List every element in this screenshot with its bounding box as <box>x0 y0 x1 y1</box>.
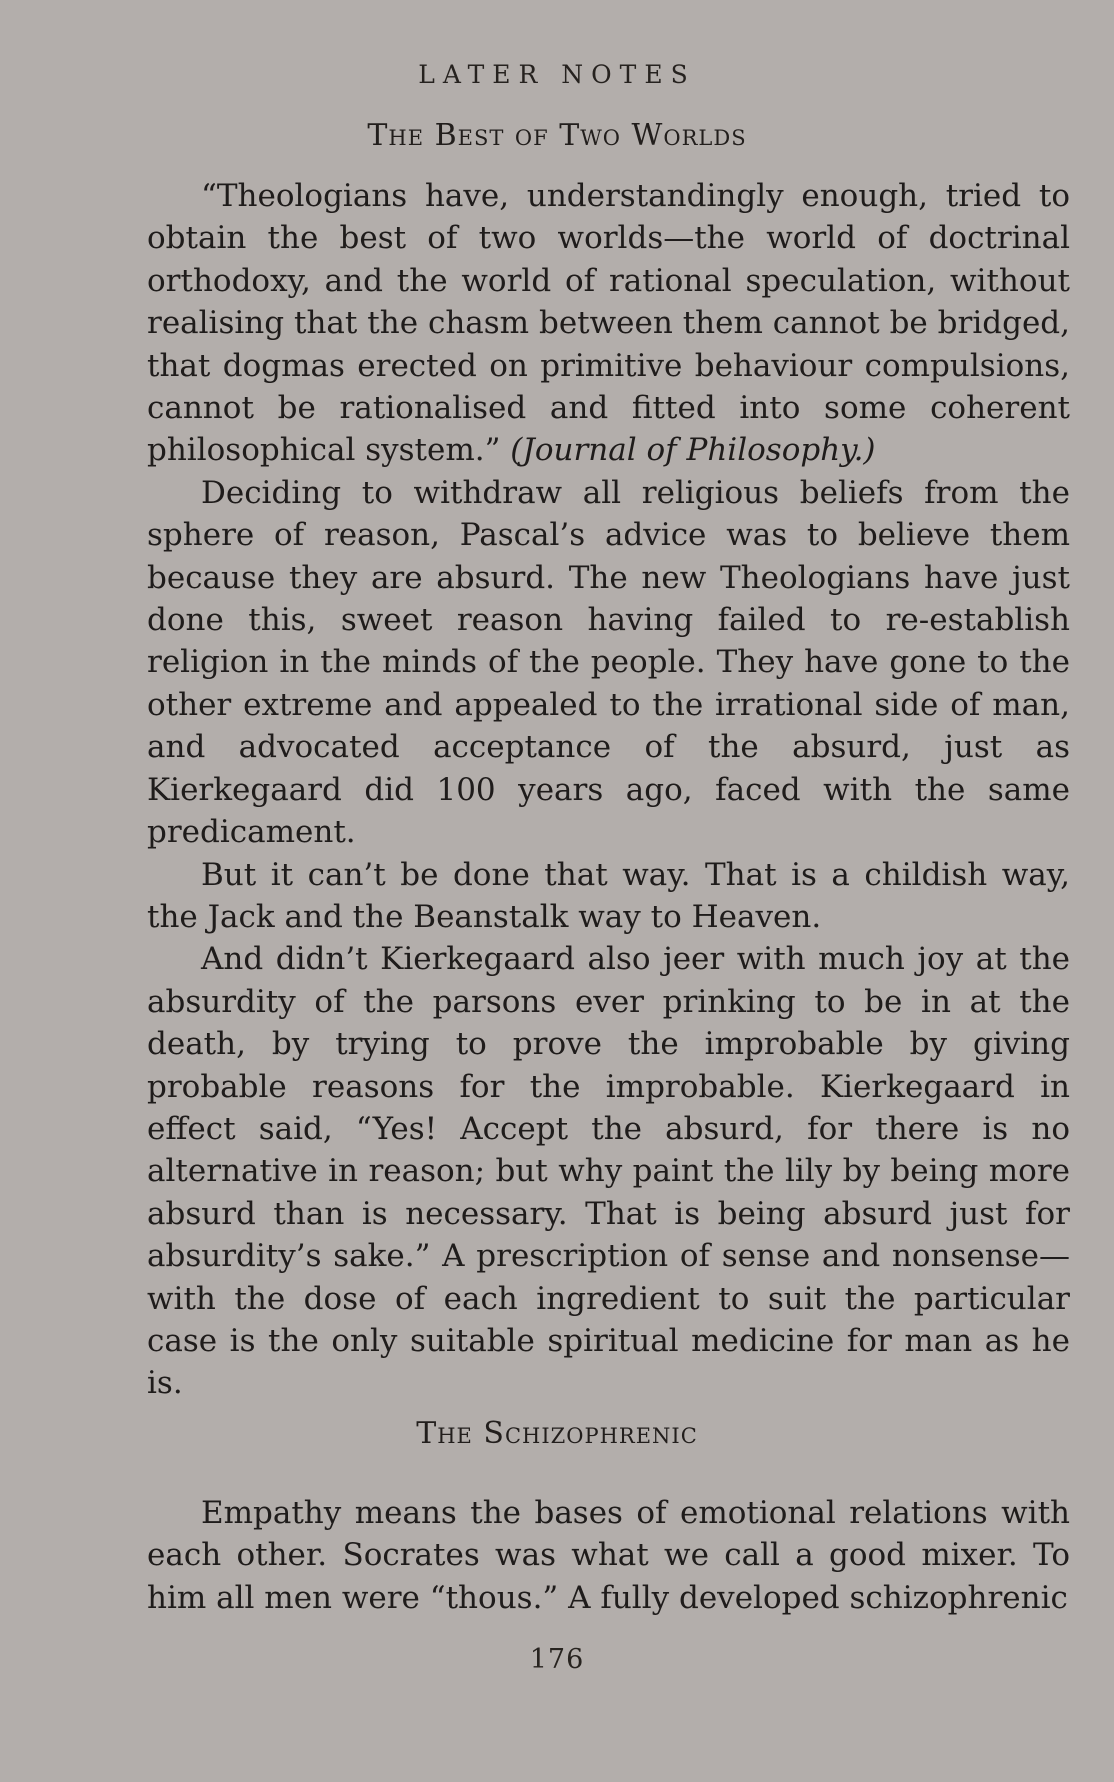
paragraph-pascal: Deciding to withdraw all religious beliefs from the sphere of reason, Pascal’s advice was to believe them because they are absurd. The new Theologians have just done this, sweet reason having failed to re-establish religion in the minds of the people. They have gone to the other extreme and appealed to the irrational side of man, and advocated acceptance of the absurd, just as Kierkegaard did 100 years ago, faced with the same predicament. <box>147 474 1070 851</box>
paragraph-kierkegaard: And didn’t Kierkegaard also jeer with much joy at the absurdity of the parsons ever prinking to be in at the death, by trying to prove the improbable by giving probable reasons for the improbable. Kierkegaard in effect said, “Yes! Accept the absurd, for there is no alternative in reason; but why paint the lily by being more absurd than is necessary. That is being absurd just for absurdity’s sake.” A prescription of sense and nonsense—with the dose of each ingredient to suit the particular case is the only suitable spiritual medicine for man as he is. <box>147 941 1070 1402</box>
section-title-schizophrenic: The Schizophrenic <box>416 1416 698 1451</box>
page-number: 176 <box>529 1644 585 1675</box>
paragraph-empathy: Empathy means the bases of emotional relations with each other. Socrates was what we call a good mixer. To him all men were “thous.” A fully developed schizophrenic <box>147 1495 1070 1616</box>
running-head: LATER NOTES <box>418 60 696 89</box>
citation: (Journal of Philosophy.) <box>510 432 876 469</box>
quote-text: “Theologians have, understandingly enough, tried to obtain the best of two worlds—the world of doctrinal orthodoxy, and the world of rational speculation, without realising that the chasm between them cannot be bridged, that dogmas erected on primitive behaviour compulsions, cannot be rationalised and fitted into some coherent philosophical system.” <box>147 178 1070 469</box>
section-title-best-of-two-worlds: The Best of Two Worlds <box>367 118 747 153</box>
section-body-schizophrenic <box>147 1492 1070 1619</box>
section-body-best-of-two-worlds <box>147 175 1070 1405</box>
paragraph-childish-way: But it can’t be done that way. That is a childish way, the Jack and the Beanstalk way to Heaven. <box>147 856 1070 935</box>
paragraph-theologians-quote <box>147 175 1070 472</box>
